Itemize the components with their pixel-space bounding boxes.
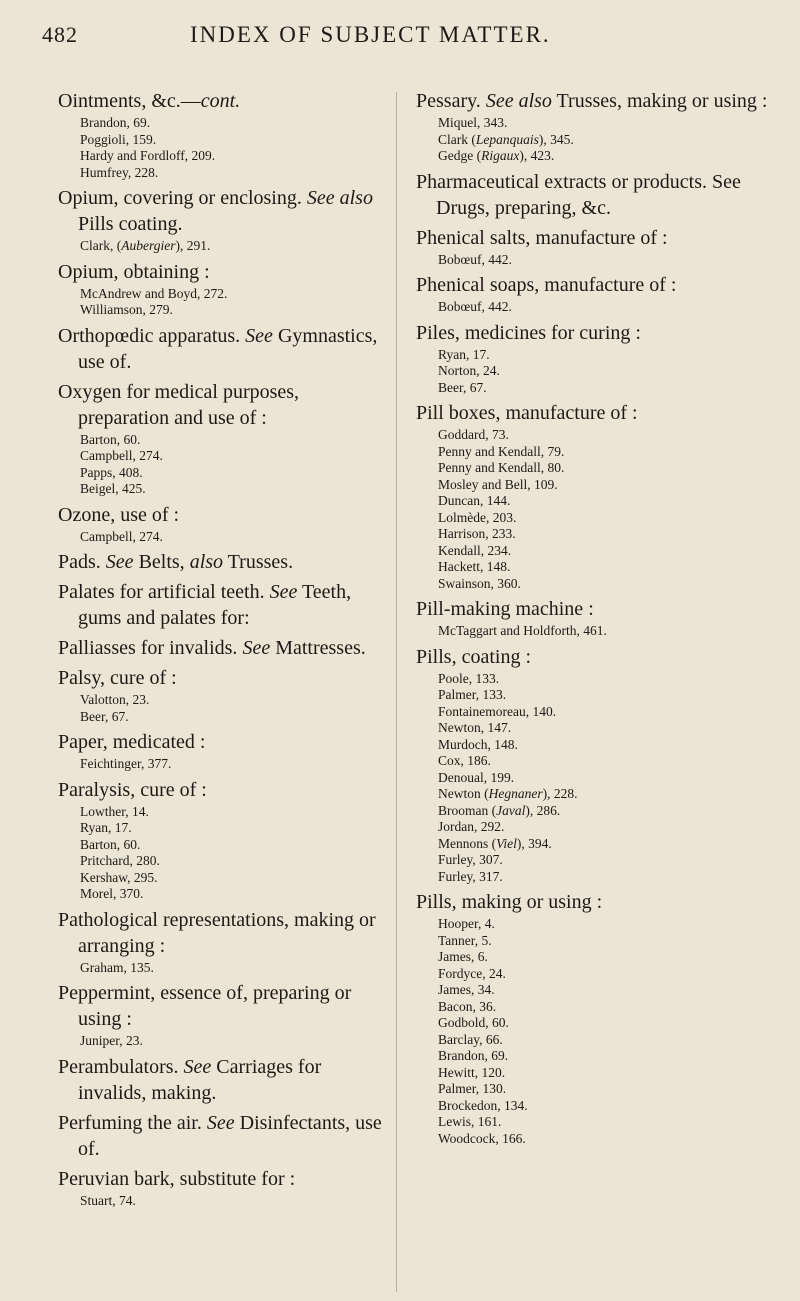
heading-text: Teeth, gums and palates for: <box>78 581 352 629</box>
entry-heading <box>58 579 388 631</box>
subentry-list <box>58 529 388 546</box>
cross-reference-term: See <box>269 581 298 603</box>
subentry <box>80 756 388 773</box>
heading-text: Opium, obtaining : <box>58 260 210 283</box>
page-number: 482 <box>42 22 78 47</box>
entry-heading <box>58 259 388 285</box>
subentry <box>438 1131 776 1148</box>
subentry <box>80 302 388 319</box>
heading-text: Phenical soaps, manufacture of : <box>416 274 677 296</box>
cross-reference-term: cont. <box>200 90 241 112</box>
subentry <box>438 460 776 477</box>
subentry-text: Brockedon, 134. <box>438 1097 528 1113</box>
subentry <box>80 886 388 903</box>
index-entry <box>416 320 776 397</box>
subentry <box>438 999 776 1016</box>
index-entry <box>416 225 776 269</box>
subentry <box>438 1015 776 1032</box>
subentry <box>438 115 776 132</box>
index-entry <box>58 1054 388 1106</box>
subentry-text: Ryan, 17. <box>80 820 132 835</box>
subentry-text: Swainson, 360. <box>438 575 521 591</box>
subentry <box>438 510 776 527</box>
entry-heading <box>58 1054 388 1106</box>
subentry <box>80 165 388 182</box>
subentry <box>80 529 388 546</box>
index-entry <box>416 644 776 886</box>
subentry <box>438 576 776 593</box>
entry-heading <box>58 185 388 237</box>
subentry-text: Lowther, 14. <box>80 803 149 819</box>
subentry-list <box>58 1193 388 1210</box>
entry-heading <box>58 379 388 431</box>
subentry-text: Gedge ( <box>438 148 482 163</box>
entry-heading <box>58 907 388 959</box>
cross-reference-term: See <box>242 637 271 659</box>
subentry <box>438 543 776 560</box>
entry-heading <box>58 665 388 691</box>
subentry <box>80 853 388 870</box>
entry-heading <box>58 1110 388 1162</box>
subentry-text: Miquel, 343. <box>438 115 508 130</box>
subentry <box>438 1098 776 1115</box>
subentry-text: Furley, 317. <box>438 868 503 884</box>
subentry-list <box>416 252 776 269</box>
index-entry <box>416 272 776 316</box>
index-entry <box>58 88 388 181</box>
subentry <box>438 949 776 966</box>
index-entry <box>58 907 388 977</box>
subentry-text: Papps, 408. <box>80 464 143 480</box>
subentry-text: Murdoch, 148. <box>438 736 518 752</box>
subentry-text: Brandon, 69. <box>80 115 151 130</box>
subentry-text: Jordan, 292. <box>438 819 505 834</box>
entry-heading <box>58 88 388 114</box>
entry-heading <box>58 729 388 755</box>
entry-heading <box>416 644 776 670</box>
subentry-list <box>416 427 776 592</box>
heading-text: Palliasses for invalids. <box>58 637 243 659</box>
subentry <box>80 870 388 887</box>
heading-text: Peppermint, essence of, preparing or using : <box>58 982 352 1030</box>
subentry-list <box>416 916 776 1147</box>
heading-text: Disinfectants, use of. <box>78 1111 382 1160</box>
cross-reference-term: See also <box>485 90 552 112</box>
right-column <box>416 88 776 1151</box>
subentry-text: Penny and Kendall, 79. <box>438 443 565 459</box>
subentry-text: Hooper, 4. <box>438 916 495 931</box>
heading-text: Peruvian bark, substitute for : <box>58 1167 296 1190</box>
entry-heading <box>58 1166 388 1192</box>
cross-reference-term: See <box>206 1111 235 1134</box>
subentry <box>438 1048 776 1065</box>
column-divider <box>396 92 397 1292</box>
subentry <box>438 704 776 721</box>
heading-text: Trusses, making or using : <box>551 90 768 112</box>
heading-text: Pills, coating : <box>416 645 531 668</box>
subentry-text: Beigel, 425. <box>80 481 146 496</box>
subentry-text: Graham, 135. <box>80 959 154 975</box>
subentry <box>80 286 388 303</box>
cross-reference-term: See also <box>306 187 373 209</box>
subentry-text: Bacon, 36. <box>438 998 497 1014</box>
subentry-text: Newton, 147. <box>438 720 512 735</box>
subentry <box>80 692 388 709</box>
subentry <box>438 623 776 640</box>
subentry-text: Campbell, 274. <box>80 528 163 544</box>
subentry-text: Denoual, 199. <box>438 769 515 785</box>
subentry <box>438 836 776 853</box>
subentry <box>80 1193 388 1210</box>
subentry <box>438 869 776 886</box>
index-entry <box>58 502 388 546</box>
subentry-text: Mennons ( <box>438 835 497 851</box>
entry-heading <box>416 88 776 114</box>
subentry-text: Hackett, 148. <box>438 559 511 574</box>
subentry-text: Palmer, 133. <box>438 687 507 702</box>
entry-heading <box>58 980 388 1032</box>
subentry <box>80 481 388 498</box>
index-entry <box>58 665 388 725</box>
subentry-text: Mosley and Bell, 109. <box>438 476 558 492</box>
subentry <box>438 363 776 380</box>
subentry-list <box>416 347 776 397</box>
subentry-text: Duncan, 144. <box>438 493 511 508</box>
index-entry <box>58 777 388 903</box>
subentry-text: Harrison, 233. <box>438 526 516 541</box>
heading-text: Pads. <box>58 551 106 573</box>
subentry-list <box>416 623 776 640</box>
index-entry <box>416 400 776 592</box>
subentry <box>438 148 776 165</box>
heading-text: Palates for artificial teeth. <box>58 581 270 603</box>
subentry-text: Cox, 186. <box>438 753 491 768</box>
cross-reference-term: also <box>189 551 224 573</box>
subentry-text: Newton ( <box>438 786 489 801</box>
subentry-text: Juniper, 23. <box>80 1033 143 1048</box>
entry-heading <box>416 169 776 221</box>
subentry <box>80 804 388 821</box>
heading-text: Trusses. <box>223 551 294 573</box>
subentry-text: ), 291. <box>175 238 211 253</box>
heading-text: Pathological representations, making or arranging : <box>58 908 376 957</box>
subentry-text: ), 423. <box>519 148 555 163</box>
subentry-text: Norton, 24. <box>438 363 500 378</box>
subentry <box>438 671 776 688</box>
subentry <box>438 966 776 983</box>
subentry-list <box>58 960 388 977</box>
heading-text: Pharmaceutical extracts or products. See Drugs, preparing, &c. <box>416 170 741 219</box>
entry-heading <box>416 400 776 426</box>
subentry-text: Lolmède, 203. <box>438 509 517 525</box>
entry-heading <box>58 777 388 803</box>
heading-text: Pills, making or using : <box>416 891 603 913</box>
index-entry <box>58 729 388 773</box>
subentry-text: Hewitt, 120. <box>438 1064 506 1080</box>
subentry <box>80 132 388 149</box>
entry-heading <box>416 225 776 251</box>
subentry <box>438 427 776 444</box>
subentry-list <box>58 432 388 498</box>
subentry-list <box>58 1033 388 1050</box>
subentry-list <box>58 238 388 255</box>
entry-heading <box>58 323 388 375</box>
subentry <box>438 819 776 836</box>
subentry <box>438 380 776 397</box>
subentry <box>438 1065 776 1082</box>
heading-text: Palsy, cure of : <box>58 667 177 689</box>
subentry <box>438 852 776 869</box>
index-entry <box>58 259 388 319</box>
subentry <box>438 737 776 754</box>
left-column <box>58 88 388 1213</box>
heading-text: Oxygen for medical purposes, preparation and use of : <box>58 380 300 429</box>
subentry <box>438 477 776 494</box>
subentry-text: Stuart, 74. <box>80 1192 136 1208</box>
subentry-text: Humfrey, 228. <box>80 164 159 180</box>
heading-text: Carriages for invalids, making. <box>78 1055 322 1104</box>
index-entry <box>58 1166 388 1210</box>
subentry <box>80 238 388 255</box>
subentry-text: Barclay, 66. <box>438 1031 503 1047</box>
subentry-text: Brooman ( <box>438 802 497 818</box>
subentry <box>438 347 776 364</box>
subentry <box>80 1033 388 1050</box>
heading-text: Mattresses. <box>270 637 366 659</box>
subentry <box>438 720 776 737</box>
subentry-list <box>58 115 388 181</box>
subentry <box>80 432 388 449</box>
subentry-text: ), 286. <box>525 802 561 818</box>
index-entry <box>58 980 388 1050</box>
subentry <box>438 132 776 149</box>
subentry-text: Lewis, 161. <box>438 1114 502 1129</box>
subentry-text: Morel, 370. <box>80 886 144 901</box>
subentry-list <box>416 671 776 886</box>
subentry-text: Furley, 307. <box>438 852 503 867</box>
heading-text: Orthopœdic apparatus. <box>58 324 246 347</box>
subentry-text: ), 345. <box>538 131 574 147</box>
heading-text: Perambulators. <box>58 1055 184 1078</box>
subentry <box>80 148 388 165</box>
index-entry <box>416 169 776 221</box>
subentry <box>438 299 776 316</box>
heading-text: Pill-making machine : <box>416 598 594 620</box>
subentry <box>438 770 776 787</box>
heading-text: Ointments, &c.— <box>58 90 201 112</box>
subentry <box>80 960 388 977</box>
subentry-text: Clark, ( <box>80 238 122 253</box>
subentry-text: Williamson, 279. <box>80 302 173 317</box>
subentry-text: Hardy and Fordloff, 209. <box>80 148 216 163</box>
index-entry <box>58 323 388 375</box>
heading-text: Pill boxes, manufacture of : <box>416 402 638 424</box>
index-entry <box>58 579 388 631</box>
heading-text: Phenical salts, manufacture of : <box>416 226 668 249</box>
subentry <box>438 559 776 576</box>
subentry <box>438 1081 776 1098</box>
running-head: INDEX OF SUBJECT MATTER. <box>190 22 551 47</box>
subentry-text: Beer, 67. <box>438 379 487 395</box>
heading-text: Perfuming the air. <box>58 1111 207 1134</box>
index-entry <box>58 185 388 255</box>
subentry <box>438 916 776 933</box>
page-header <box>0 16 800 56</box>
subentry <box>438 933 776 950</box>
subentry-text: Poggioli, 159. <box>80 131 157 147</box>
subentry <box>438 1114 776 1131</box>
subentry <box>438 444 776 461</box>
subentry-text: Godbold, 60. <box>438 1015 509 1030</box>
cross-reference-term: See <box>105 551 134 573</box>
subentry <box>80 448 388 465</box>
heading-text: Pills coating. <box>78 213 183 235</box>
subentry-text: Barton, 60. <box>80 836 141 852</box>
entry-heading <box>58 635 388 661</box>
entry-heading <box>416 272 776 298</box>
subentry <box>80 465 388 482</box>
subentry-text: Valotton, 23. <box>80 692 150 707</box>
subentry <box>80 837 388 854</box>
subentry-text: McAndrew and Boyd, 272. <box>80 285 228 301</box>
subentry-text: Goddard, 73. <box>438 427 509 442</box>
heading-text: Piles, medicines for curing : <box>416 321 641 344</box>
subentry-text: James, 6. <box>438 949 488 964</box>
subentry-list <box>416 299 776 316</box>
index-entry <box>416 88 776 165</box>
subentry-text: Feichtinger, 377. <box>80 756 172 771</box>
subentry <box>438 753 776 770</box>
heading-text: Gymnastics, use of. <box>78 324 378 373</box>
entry-heading <box>416 596 776 622</box>
entry-heading <box>416 320 776 346</box>
index-entry <box>58 549 388 575</box>
subentry-text: Kendall, 234. <box>438 542 512 558</box>
entry-heading <box>58 502 388 528</box>
subentry-list <box>58 692 388 725</box>
cross-reference-term: See <box>245 324 273 347</box>
heading-text: Pessary. <box>416 90 486 112</box>
subentry <box>80 115 388 132</box>
index-entry <box>58 635 388 661</box>
subentry-text: Penny and Kendall, 80. <box>438 460 565 475</box>
heading-text: Belts, <box>133 551 190 573</box>
subentry-text: Fordyce, 24. <box>438 965 506 981</box>
subentry-text: Woodcock, 166. <box>438 1130 526 1146</box>
subentry-list <box>58 286 388 319</box>
subentry-text: Clark ( <box>438 131 476 147</box>
subentry <box>80 709 388 726</box>
heading-text: Paralysis, cure of : <box>58 778 207 801</box>
subentry-text: Bobœuf, 442. <box>438 299 512 314</box>
subentry-text: ), 228. <box>542 786 578 801</box>
subentry-note: Javal <box>496 802 526 818</box>
subentry <box>438 982 776 999</box>
subentry <box>438 252 776 269</box>
subentry-text: Barton, 60. <box>80 431 141 447</box>
subentry-text: Beer, 67. <box>80 708 129 724</box>
index-entry <box>58 1110 388 1162</box>
subentry-text: Palmer, 130. <box>438 1081 507 1096</box>
cross-reference-term: See <box>183 1055 212 1078</box>
subentry-list <box>58 804 388 903</box>
subentry <box>438 786 776 803</box>
heading-text: Paper, medicated : <box>58 731 206 753</box>
subentry <box>80 820 388 837</box>
heading-text: Opium, covering or enclosing. <box>58 187 307 209</box>
subentry-text: Fontainemoreau, 140. <box>438 703 557 719</box>
entry-heading <box>416 889 776 915</box>
subentry <box>438 803 776 820</box>
subentry-text: Ryan, 17. <box>438 346 490 362</box>
subentry <box>438 493 776 510</box>
subentry <box>438 1032 776 1049</box>
subentry-text: Campbell, 274. <box>80 448 163 463</box>
heading-text: Ozone, use of : <box>58 503 180 526</box>
index-entry <box>416 596 776 640</box>
subentry-text: Pritchard, 280. <box>80 853 160 868</box>
subentry-note: Viel <box>496 835 517 851</box>
index-entry <box>416 889 776 1147</box>
subentry-text: Tanner, 5. <box>438 932 492 948</box>
index-entry <box>58 379 388 498</box>
subentry-list <box>416 115 776 165</box>
subentry <box>438 687 776 704</box>
subentry-note: Aubergier <box>121 238 176 253</box>
subentry-list <box>58 756 388 773</box>
subentry-note: Rigaux <box>481 148 520 163</box>
subentry-text: Bobœuf, 442. <box>438 251 512 267</box>
subentry-note: Lepanquais <box>475 131 539 147</box>
subentry-text: James, 34. <box>438 982 495 997</box>
subentry-text: Kershaw, 295. <box>80 869 158 885</box>
subentry-text: Poole, 133. <box>438 670 500 686</box>
subentry <box>438 526 776 543</box>
subentry-text: McTaggart and Holdforth, 461. <box>438 623 607 638</box>
subentry-text: Brandon, 69. <box>438 1048 509 1063</box>
subentry-text: ), 394. <box>516 835 552 851</box>
entry-heading <box>58 549 388 575</box>
subentry-note: Hegnaner <box>488 786 543 801</box>
